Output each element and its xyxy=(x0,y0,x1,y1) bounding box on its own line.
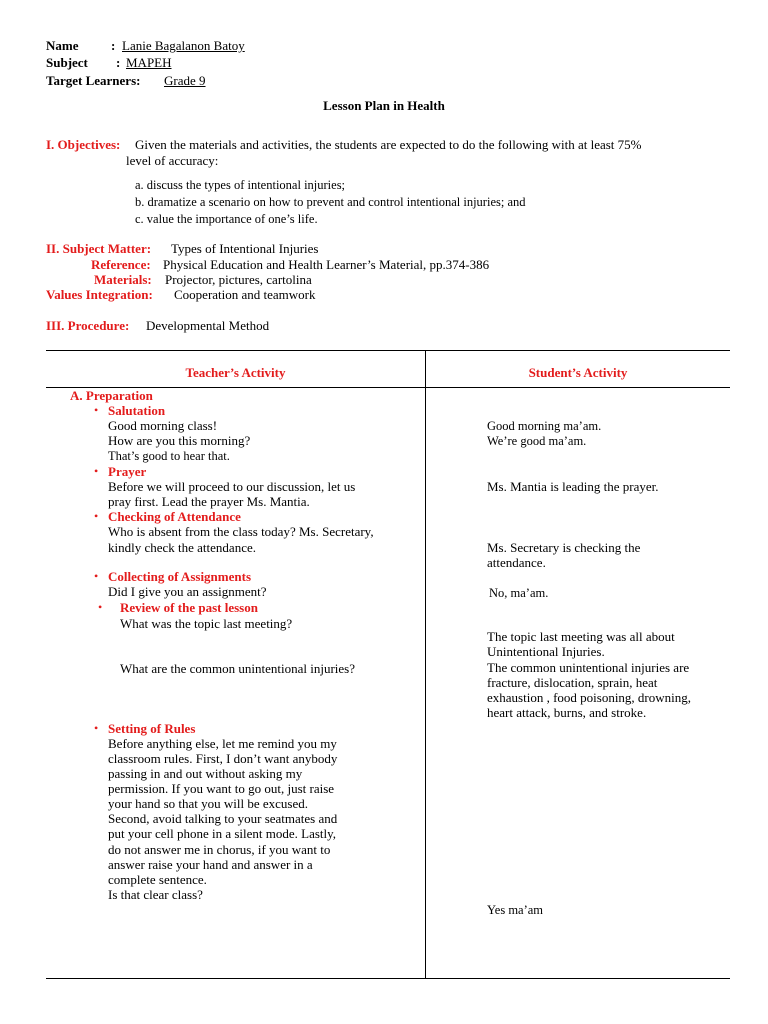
student-line: fracture, dislocation, sprain, heat xyxy=(487,675,658,690)
rules-heading: Setting of Rules xyxy=(108,721,196,736)
teacher-line: put your cell phone in a silent mode. Lastly, xyxy=(108,826,337,841)
teacher-line: answer raise your hand and answer in a xyxy=(108,857,313,872)
objective-item: c. value the importance of one’s life. xyxy=(135,212,318,226)
subject-matter-value: Types of Intentional Injuries xyxy=(171,241,319,256)
teacher-line: Is that clear class? xyxy=(108,887,203,902)
bullet: • xyxy=(94,403,99,417)
student-line: Unintentional Injuries. xyxy=(487,644,605,659)
student-activity-header: Student’s Activity xyxy=(528,365,628,380)
assignments-heading: Collecting of Assignments xyxy=(108,569,251,584)
teacher-line: permission. If you want to go out, just raise xyxy=(108,781,335,796)
teacher-line: How are you this morning? xyxy=(108,433,251,448)
values-integration-label: Values Integration: xyxy=(46,287,153,302)
teacher-line: passing in and out without asking my xyxy=(108,766,303,781)
bullet: • xyxy=(98,600,103,614)
objectives-intro-line2: level of accuracy: xyxy=(126,153,219,168)
subject-label: Subject xyxy=(46,55,88,70)
bullet: • xyxy=(94,721,99,735)
reference-label: Reference: xyxy=(91,257,151,272)
teacher-activity-header: Teacher’s Activity xyxy=(185,365,286,380)
name-colon: : xyxy=(111,38,116,53)
student-line: exhaustion , food poisoning, drowning, xyxy=(487,690,692,705)
teacher-name: Lanie Bagalanon Batoy xyxy=(122,38,245,53)
table-top-border xyxy=(46,350,730,351)
learners-value: Grade 9 xyxy=(164,73,206,88)
teacher-line: What was the topic last meeting? xyxy=(120,616,293,631)
teacher-line: Who is absent from the class today? Ms. Secretary, xyxy=(108,524,374,539)
table-bottom-border xyxy=(46,978,730,979)
subject-value: MAPEH xyxy=(126,55,172,70)
student-line: attendance. xyxy=(487,555,546,570)
student-line: The topic last meeting was all about xyxy=(487,629,675,644)
student-line: heart attack, burns, and stroke. xyxy=(487,705,647,720)
teacher-line: classroom rules. First, I don’t want anybody xyxy=(108,751,338,766)
teacher-line: pray first. Lead the prayer Ms. Mantia. xyxy=(108,494,310,509)
student-line: Ms. Secretary is checking the xyxy=(487,540,641,555)
objective-item: b. dramatize a scenario on how to prevent and control intentional injuries; and xyxy=(135,195,526,209)
reference-value: Physical Education and Health Learner’s Material, pp.374-386 xyxy=(163,257,490,272)
teacher-line: complete sentence. xyxy=(108,872,207,887)
learners-label: Target Learners: xyxy=(46,73,141,88)
attendance-heading: Checking of Attendance xyxy=(108,509,241,524)
student-line: Yes ma’am xyxy=(487,903,544,917)
student-line: Good morning ma’am. xyxy=(487,419,602,433)
prayer-heading: Prayer xyxy=(108,464,147,479)
objectives-intro-line1: Given the materials and activities, the students are expected to do the following with at least 75% xyxy=(135,137,642,152)
bullet: • xyxy=(94,569,99,583)
materials-value: Projector, pictures, cartolina xyxy=(165,272,312,287)
teacher-line: Good morning class! xyxy=(108,418,218,433)
teacher-line: Second, avoid talking to your seatmates and xyxy=(108,811,338,826)
review-heading: Review of the past lesson xyxy=(120,600,258,615)
section-preparation: A. Preparation xyxy=(70,388,153,403)
teacher-line: kindly check the attendance. xyxy=(108,540,256,555)
salutation-heading: Salutation xyxy=(108,403,166,418)
teacher-line: Before anything else, let me remind you my xyxy=(108,736,337,751)
page-title: Lesson Plan in Health xyxy=(323,98,445,113)
teacher-line: your hand so that you will be excused. xyxy=(108,796,309,811)
procedure-value: Developmental Method xyxy=(146,318,270,333)
values-integration-value: Cooperation and teamwork xyxy=(174,287,316,302)
bullet: • xyxy=(94,464,99,478)
procedure-label: III. Procedure: xyxy=(46,318,130,333)
teacher-line: What are the common unintentional injuries? xyxy=(120,661,356,676)
student-line: We’re good ma’am. xyxy=(487,434,587,448)
student-line: No, ma’am. xyxy=(489,586,549,600)
objectives-label: I. Objectives: xyxy=(46,137,121,152)
objective-item: a. discuss the types of intentional injuries; xyxy=(135,178,346,192)
subject-matter-label: II. Subject Matter: xyxy=(46,241,152,256)
subject-colon: : xyxy=(116,55,121,70)
teacher-line: That’s good to hear that. xyxy=(108,449,230,463)
student-line: Ms. Mantia is leading the prayer. xyxy=(487,479,659,494)
materials-label: Materials: xyxy=(94,272,152,287)
teacher-line: Did I give you an assignment? xyxy=(108,584,267,599)
teacher-line: Before we will proceed to our discussion, let us xyxy=(108,479,356,494)
bullet: • xyxy=(94,509,99,523)
name-label: Name xyxy=(46,38,79,53)
teacher-line: do not answer me in chorus, if you want to xyxy=(108,842,331,857)
student-line: The common unintentional injuries are xyxy=(487,660,690,675)
table-column-divider xyxy=(425,350,426,979)
